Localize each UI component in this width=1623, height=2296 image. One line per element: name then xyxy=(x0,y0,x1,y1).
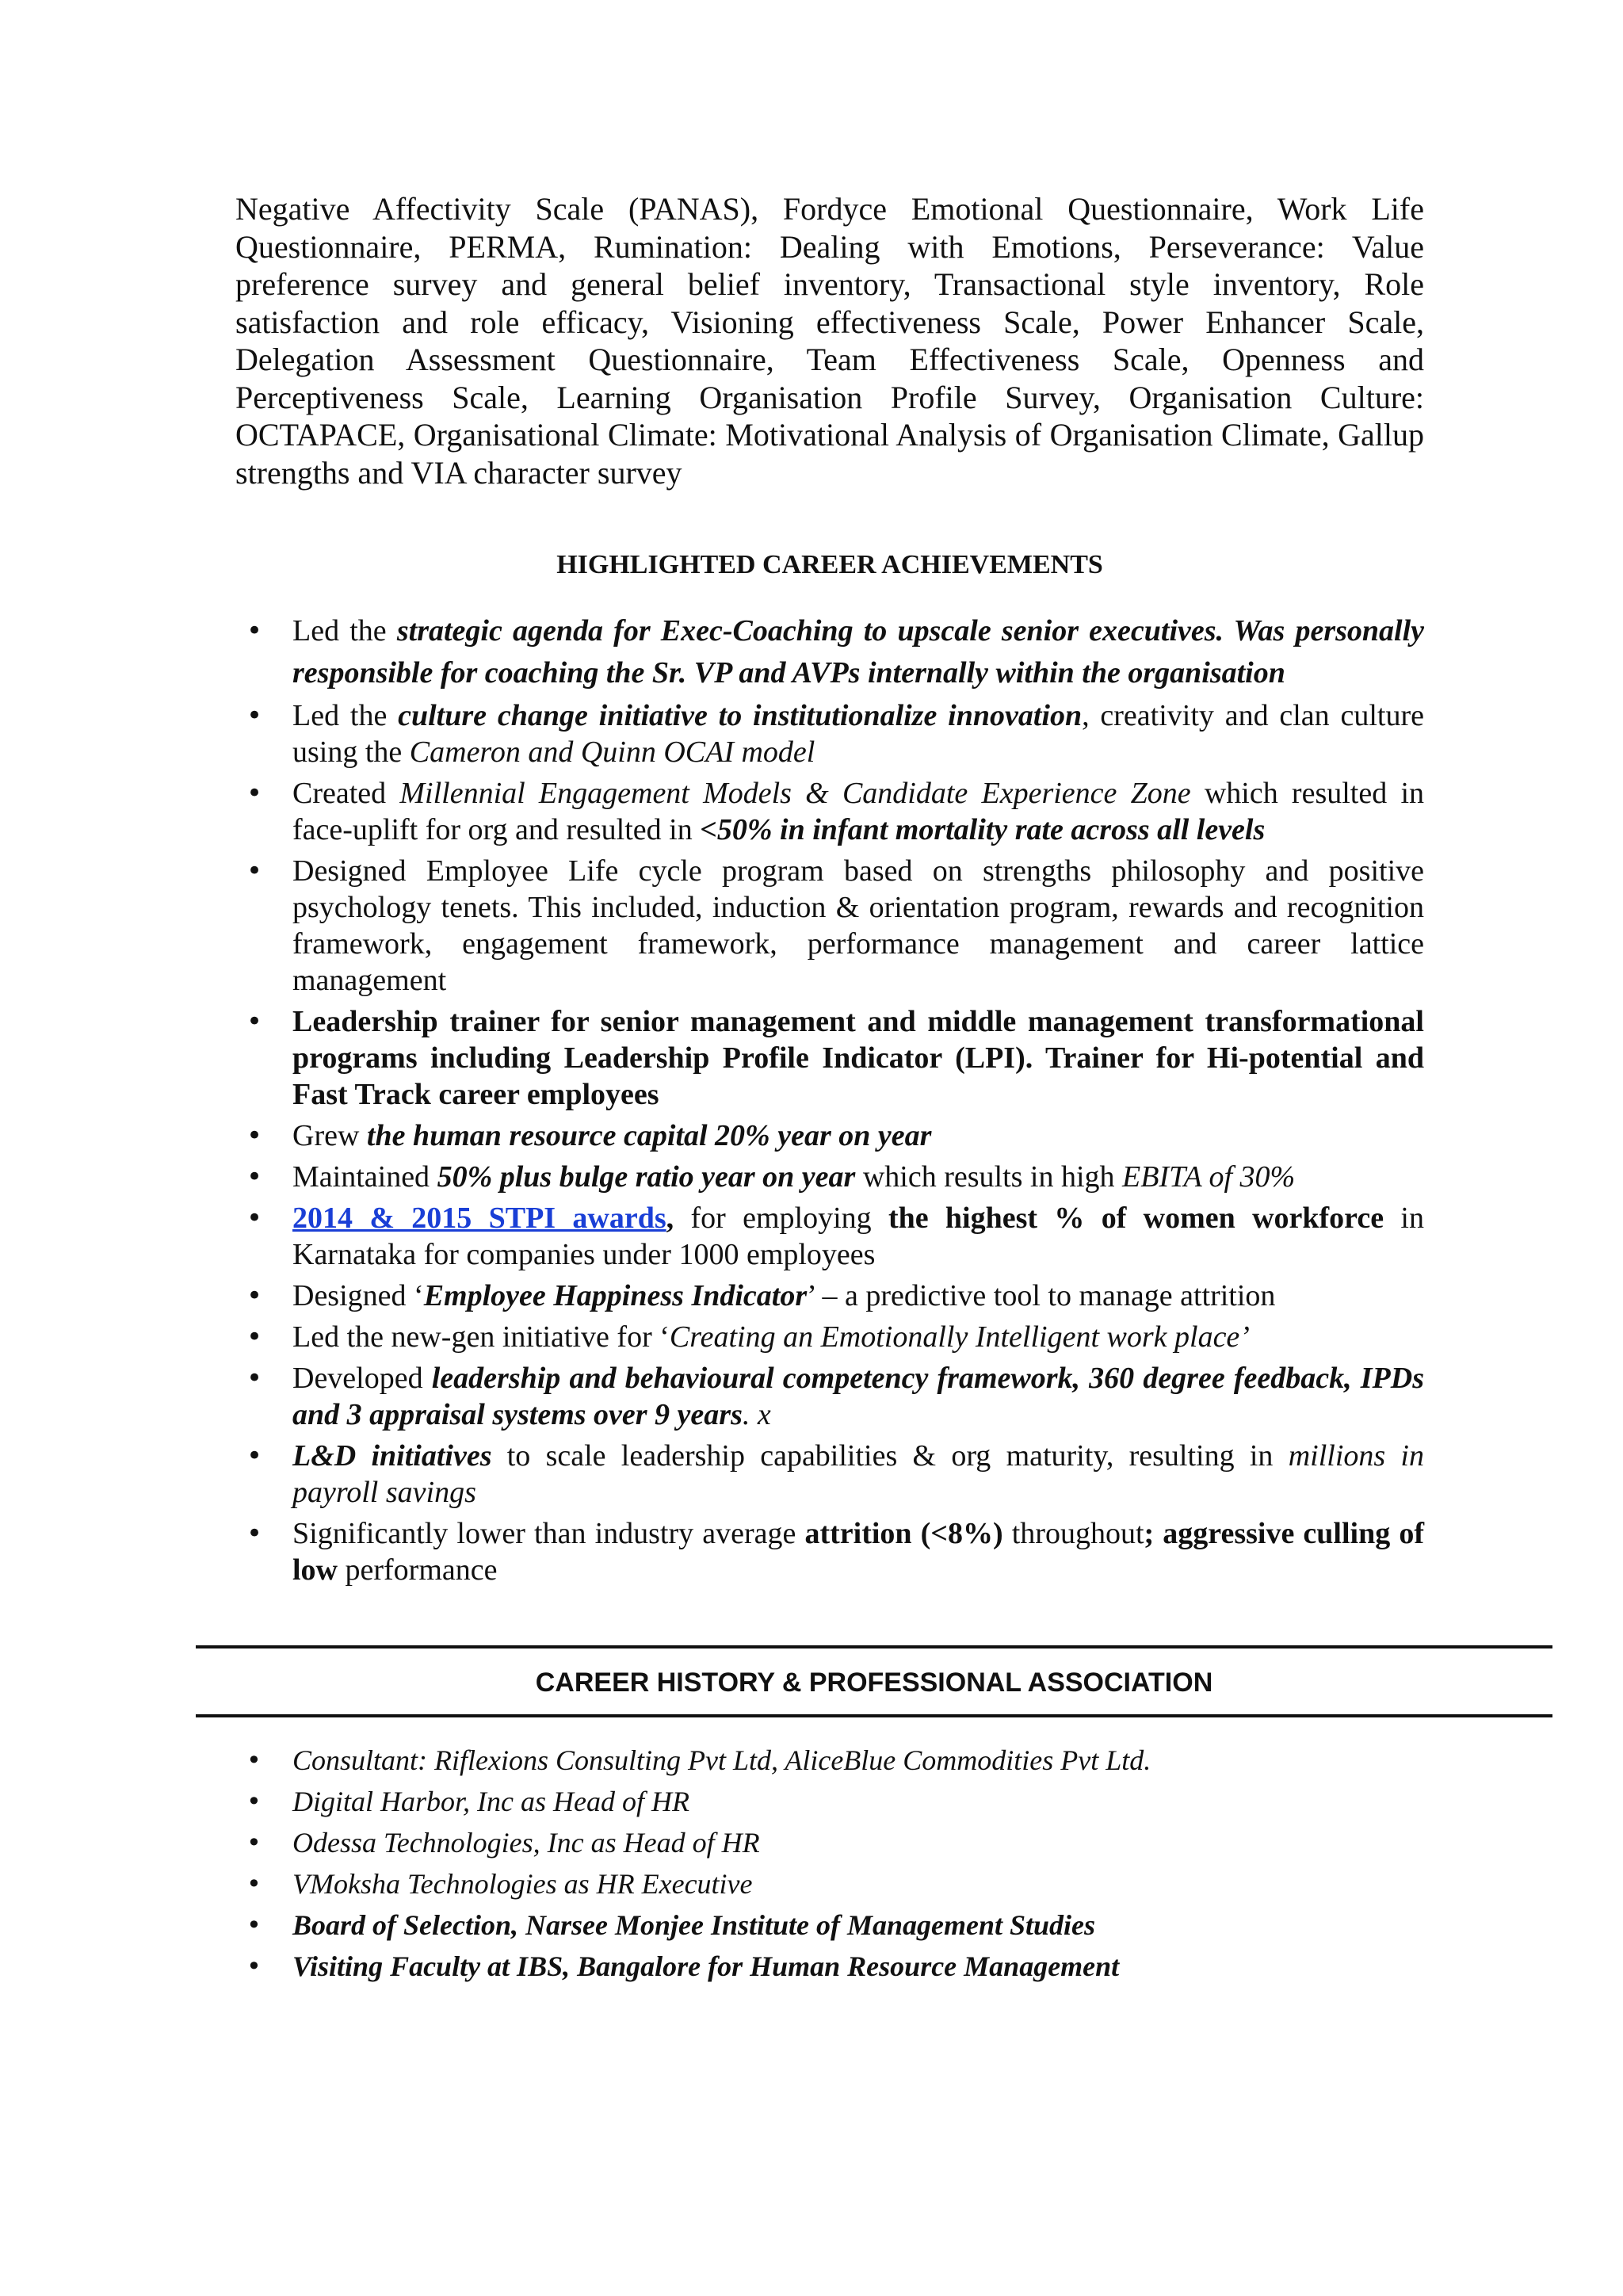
achievement-item xyxy=(235,775,1424,848)
career-item-text: Board of Selection, Narsee Monjee Institute of Management Studies xyxy=(292,1909,1096,1941)
achievement-item xyxy=(235,1003,1424,1113)
achievement-text: the highest % of women workforce xyxy=(888,1201,1384,1235)
achievement-item xyxy=(235,697,1424,770)
stpi-awards-link[interactable]: 2014 & 2015 STPI awards xyxy=(292,1201,666,1235)
achievement-item xyxy=(235,1200,1424,1273)
achievement-text: which results in high xyxy=(855,1160,1123,1194)
career-item-text: Consultant: Riflexions Consulting Pvt Ltd, AliceBlue Commodities Pvt Ltd. xyxy=(292,1744,1151,1776)
career-item xyxy=(235,1904,1424,1946)
career-item-text: Visiting Faculty at IBS, Bangalore for Human Resource Management xyxy=(292,1950,1120,1982)
achievement-text: to scale leadership capabilities & org maturity, resulting in xyxy=(491,1439,1289,1473)
achievement-text: ; aggressive culling of low xyxy=(292,1517,1424,1587)
achievement-text: Employee Happiness Indicator xyxy=(423,1279,808,1312)
achievement-text: the human resource capital 20% year on year xyxy=(366,1119,932,1152)
achievement-item xyxy=(235,1438,1424,1511)
achievement-text: Designed Employee Life cycle program based on strengths philosophy and positive psychology tenets. This included, induction & orientation program, rewards and recognition framework, engagement framework, performance management and career lattice management xyxy=(292,854,1424,997)
achievement-text: Led the xyxy=(292,614,397,648)
career-item xyxy=(235,1863,1424,1904)
achievement-text: Designed ‘ xyxy=(292,1279,424,1312)
achievement-item xyxy=(235,1117,1424,1154)
achievement-text: attrition (<8%) xyxy=(804,1517,1003,1550)
career-history-list xyxy=(235,1740,1424,1987)
achievement-text: performance xyxy=(338,1553,498,1587)
achievement-text: , xyxy=(666,1201,674,1235)
achievement-text: ’ – a predictive tool to manage attrition xyxy=(807,1279,1276,1312)
achievement-text: Creating an Emotionally Intelligent work place’ xyxy=(669,1320,1250,1354)
achievement-text: Millennial Engagement Models & Candidate Experience Zone xyxy=(399,777,1191,810)
section-divider-bottom xyxy=(196,1714,1552,1717)
achievement-text: throughout xyxy=(1002,1517,1144,1550)
achievement-text: Cameron and Quinn OCAI model xyxy=(409,735,815,769)
achievement-text: . x xyxy=(742,1398,771,1431)
achievement-text: <50% in infant mortality rate across all levels xyxy=(700,813,1266,846)
achievement-text: Led the xyxy=(292,699,399,732)
career-item xyxy=(235,1822,1424,1863)
achievement-text: culture change initiative to institutionalize innovation xyxy=(398,699,1083,732)
achievement-item xyxy=(235,1515,1424,1588)
achievement-text: , creativity and clan culture using the xyxy=(292,699,1424,769)
achievement-text: Grew xyxy=(292,1119,367,1152)
achievement-item xyxy=(235,610,1424,694)
achievement-item xyxy=(235,1319,1424,1355)
achievement-text: millions in payroll savings xyxy=(292,1439,1424,1509)
assessment-tools-paragraph: Negative Affectivity Scale (PANAS), Fordyce Emotional Questionnaire, Work Life Questionnaire, PERMA, Rumination: Dealing with Emotions, Perseverance: Value preference survey and general belief inventory, Transactional style inventory, Role satisfaction and role efficacy, Visioning effectiveness Scale, Power Enhancer Scale, Delegation Assessment Questionnaire, Team Effectiveness Scale, Openness and Perceptiveness Scale, Learning Organisation Profile Survey, Organisation Culture: OCTAPACE, Organisational Climate: Motivational Analysis of Organisation Climate, Gallup strengths and VIA character survey xyxy=(235,191,1424,491)
achievement-item xyxy=(235,1278,1424,1314)
achievement-text: for employing xyxy=(674,1201,888,1235)
achievement-text: in Karnataka for companies under 1000 employees xyxy=(292,1201,1424,1271)
career-heading: CAREER HISTORY & PROFESSIONAL ASSOCIATION xyxy=(535,1668,1213,1698)
achievement-text: EBITA of 30% xyxy=(1122,1160,1296,1194)
achievements-heading: HIGHLIGHTED CAREER ACHIEVEMENTS xyxy=(556,550,1103,579)
achievement-item xyxy=(235,1360,1424,1433)
achievement-text: leadership and behavioural competency framework, 360 degree feedback, IPDs and 3 appraisal systems over 9 years xyxy=(292,1362,1424,1431)
achievement-item xyxy=(235,1159,1424,1195)
achievement-text: strategic agenda for Exec-Coaching to upscale senior executives. Was personally responsible for coaching the Sr. VP and AVPs internally within the organisation xyxy=(292,614,1424,690)
achievement-text: which resulted in face-uplift for org and resulted in xyxy=(292,777,1425,846)
career-item-text: Odessa Technologies, Inc as Head of HR xyxy=(292,1827,760,1859)
section-divider-top xyxy=(196,1645,1552,1648)
achievement-text: 50% plus bulge ratio year on year xyxy=(437,1160,856,1194)
achievement-text: Maintained xyxy=(292,1160,437,1194)
achievement-item xyxy=(235,853,1424,999)
achievement-text: L&D initiatives xyxy=(292,1439,492,1473)
career-item xyxy=(235,1781,1424,1822)
achievement-text: Leadership trainer for senior management and middle management transformational programs including Leadership Profile Indicator (LPI). Trainer for Hi-potential and Fast Track career employees xyxy=(292,1005,1424,1111)
career-item-text: VMoksha Technologies as HR Executive xyxy=(292,1868,753,1900)
achievement-text: Significantly lower than industry average xyxy=(292,1517,805,1550)
achievement-text: Developed xyxy=(292,1362,432,1395)
achievement-text: Led the new-gen initiative for ‘ xyxy=(292,1320,670,1354)
achievements-list xyxy=(235,610,1424,1593)
career-item-text: Digital Harbor, Inc as Head of HR xyxy=(292,1786,689,1817)
career-item xyxy=(235,1946,1424,1987)
achievement-text: Created xyxy=(292,777,400,810)
career-item xyxy=(235,1740,1424,1781)
